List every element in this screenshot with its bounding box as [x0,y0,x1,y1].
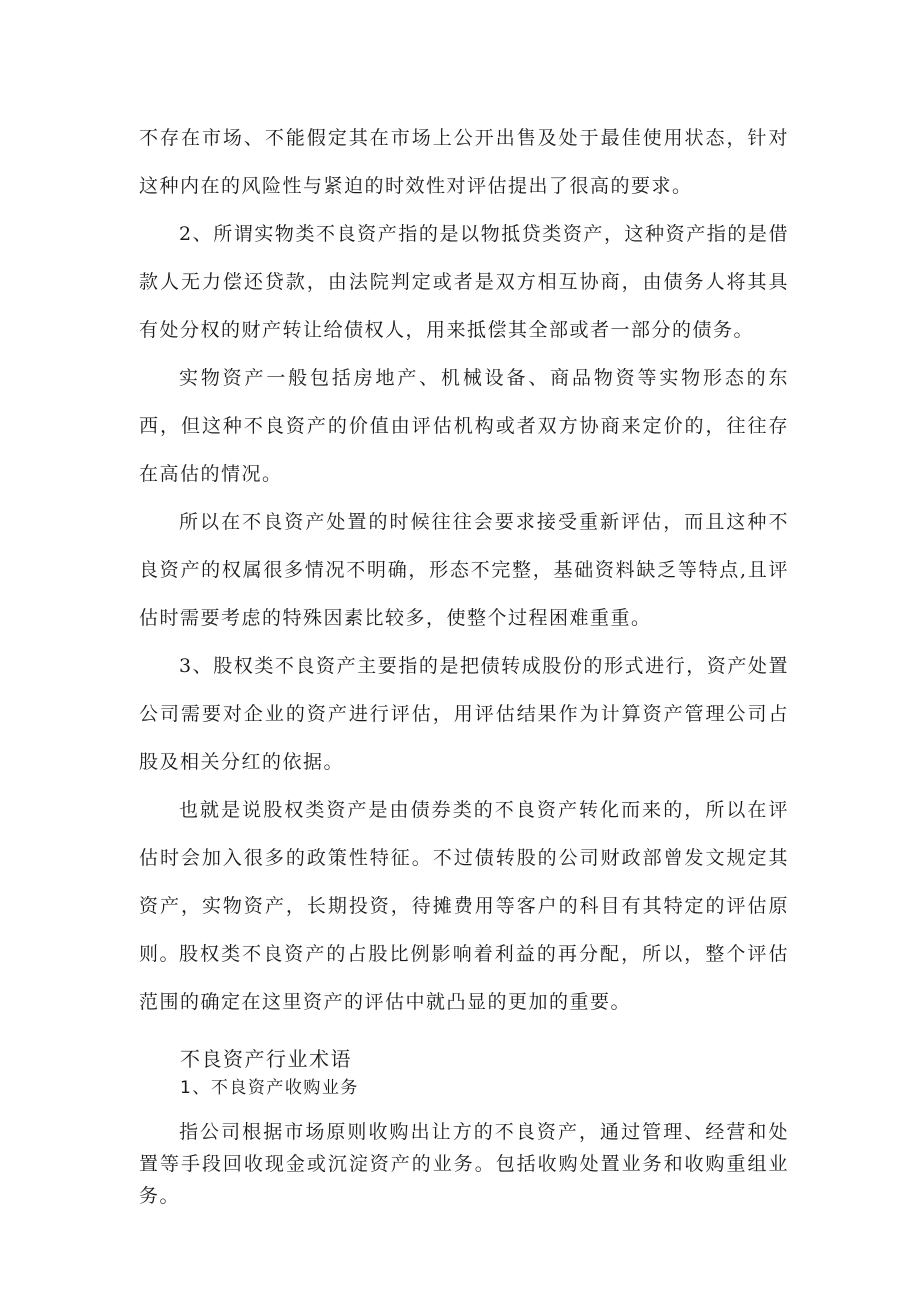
paragraph-equity-assets: 3、股权类不良资产主要指的是把债转成股份的形式进行，资产处置公司需要对企业的资产进行评估，用评估结果作为计算资产管理公司占股及相关分红的依据。 [139,655,789,773]
paragraph-revaluation: 所以在不良资产处置的时候往往会要求接受重新评估，而且这种不良资产的权属很多情况不明确，形态不完整，基础资料缺乏等特点,且评估时需要考虑的特殊因素比较多，使整个过程困难重重。 [139,511,789,629]
subsection-heading: 1、不良资产收购业务 [180,1078,359,1098]
paragraph-equity-ratio: 股权类不良资产的占股比例影响着利益的再分配，所以，整个评估范围的确定在这里资产的评估中就凸显的更加的重要。 [139,943,789,1013]
paragraph-equity-policy: 也就是说股权类资产是由债券类的不良资产转化而来的，所以在评估时会加入很多的政策性特征。不过债转股的公司财政部曾发文规定其资产，实物资产，长期投资，待摊费用等客户的科目有其特定的评估原则。 [139,799,789,965]
paragraph-physical-assets-valuation: 实物资产一般包括房地产、机械设备、商品物资等实物形态的东西，但这种不良资产的价值由评估机构或者双方协商来定价的，往往存在高估的情况。 [139,367,789,485]
paragraph-physical-assets: 2、所谓实物类不良资产指的是以物抵贷类资产，这种资产指的是借款人无力偿还贷款，由法院判定或者是双方相互协商，由债务人将其具有处分权的财产转让给债权人，用来抵偿其全部或者一部分的债务。 [139,223,789,341]
section-heading: 不良资产行业术语 [180,1047,352,1071]
paragraph-continuation: 不存在市场、不能假定其在市场上公开出售及处于最佳使用状态，针对这种内在的风险性与紧迫的时效性对评估提出了很高的要求。 [139,127,789,197]
paragraph-acquisition-business: 指公司根据市场原则收购出让方的不良资产，通过管理、经营和处置等手段回收现金或沉淀资产的业务。包括收购处置业务和收购重组业务。 [139,1121,789,1207]
